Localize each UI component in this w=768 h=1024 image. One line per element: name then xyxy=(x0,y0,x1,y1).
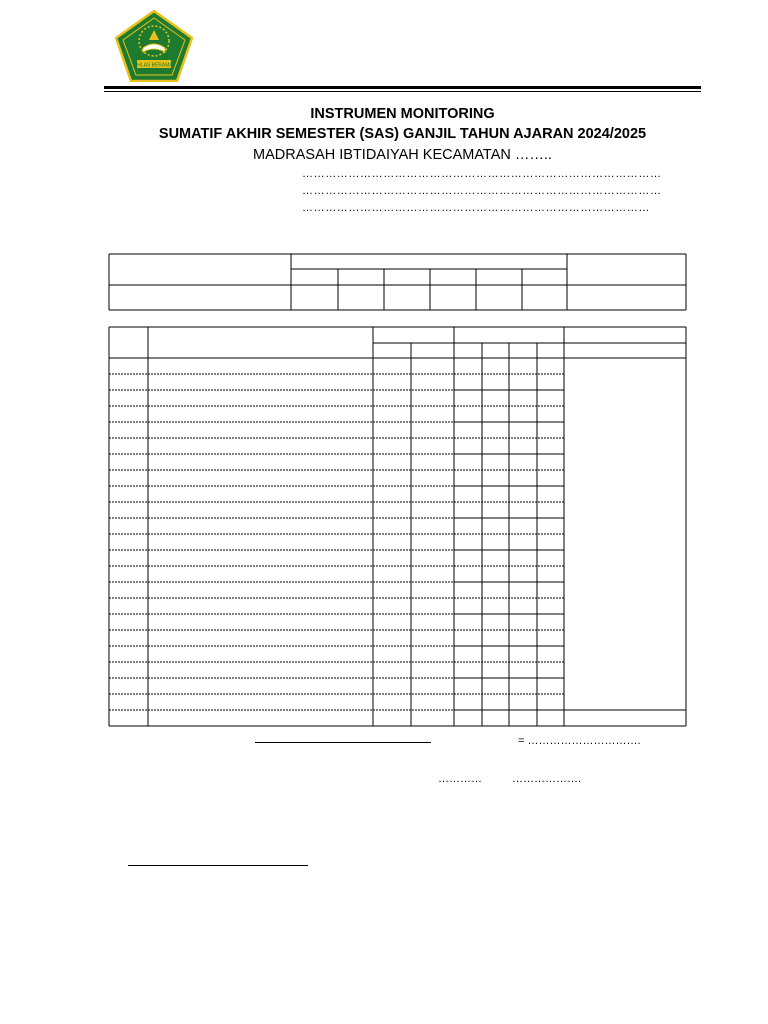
date-place-field: ………… xyxy=(438,773,482,785)
madrasah-line: MADRASAH IBTIDAIYAH KECAMATAN …….. xyxy=(253,147,552,163)
document-title: INSTRUMEN MONITORING xyxy=(310,106,495,122)
equals-field: = …………………………. xyxy=(518,735,641,747)
fill-in-line-1: ………………………………………………………………………………… xyxy=(302,168,662,180)
fill-in-line-3: ……………………………………………………………………………… xyxy=(302,202,650,214)
document-subtitle: SUMATIF AKHIR SEMESTER (SAS) GANJIL TAHUN AJARAN 2024/2025 xyxy=(158,126,647,142)
fill-in-line-2: ………………………………………………………………………………… xyxy=(302,185,662,197)
signature-line-left xyxy=(255,742,431,743)
summary-table xyxy=(109,254,686,310)
date-field: ………………. xyxy=(512,773,582,785)
main-table xyxy=(109,327,686,726)
signature-line xyxy=(128,865,308,866)
logo-banner-text: IKHLAS BERAMAL xyxy=(132,62,176,69)
